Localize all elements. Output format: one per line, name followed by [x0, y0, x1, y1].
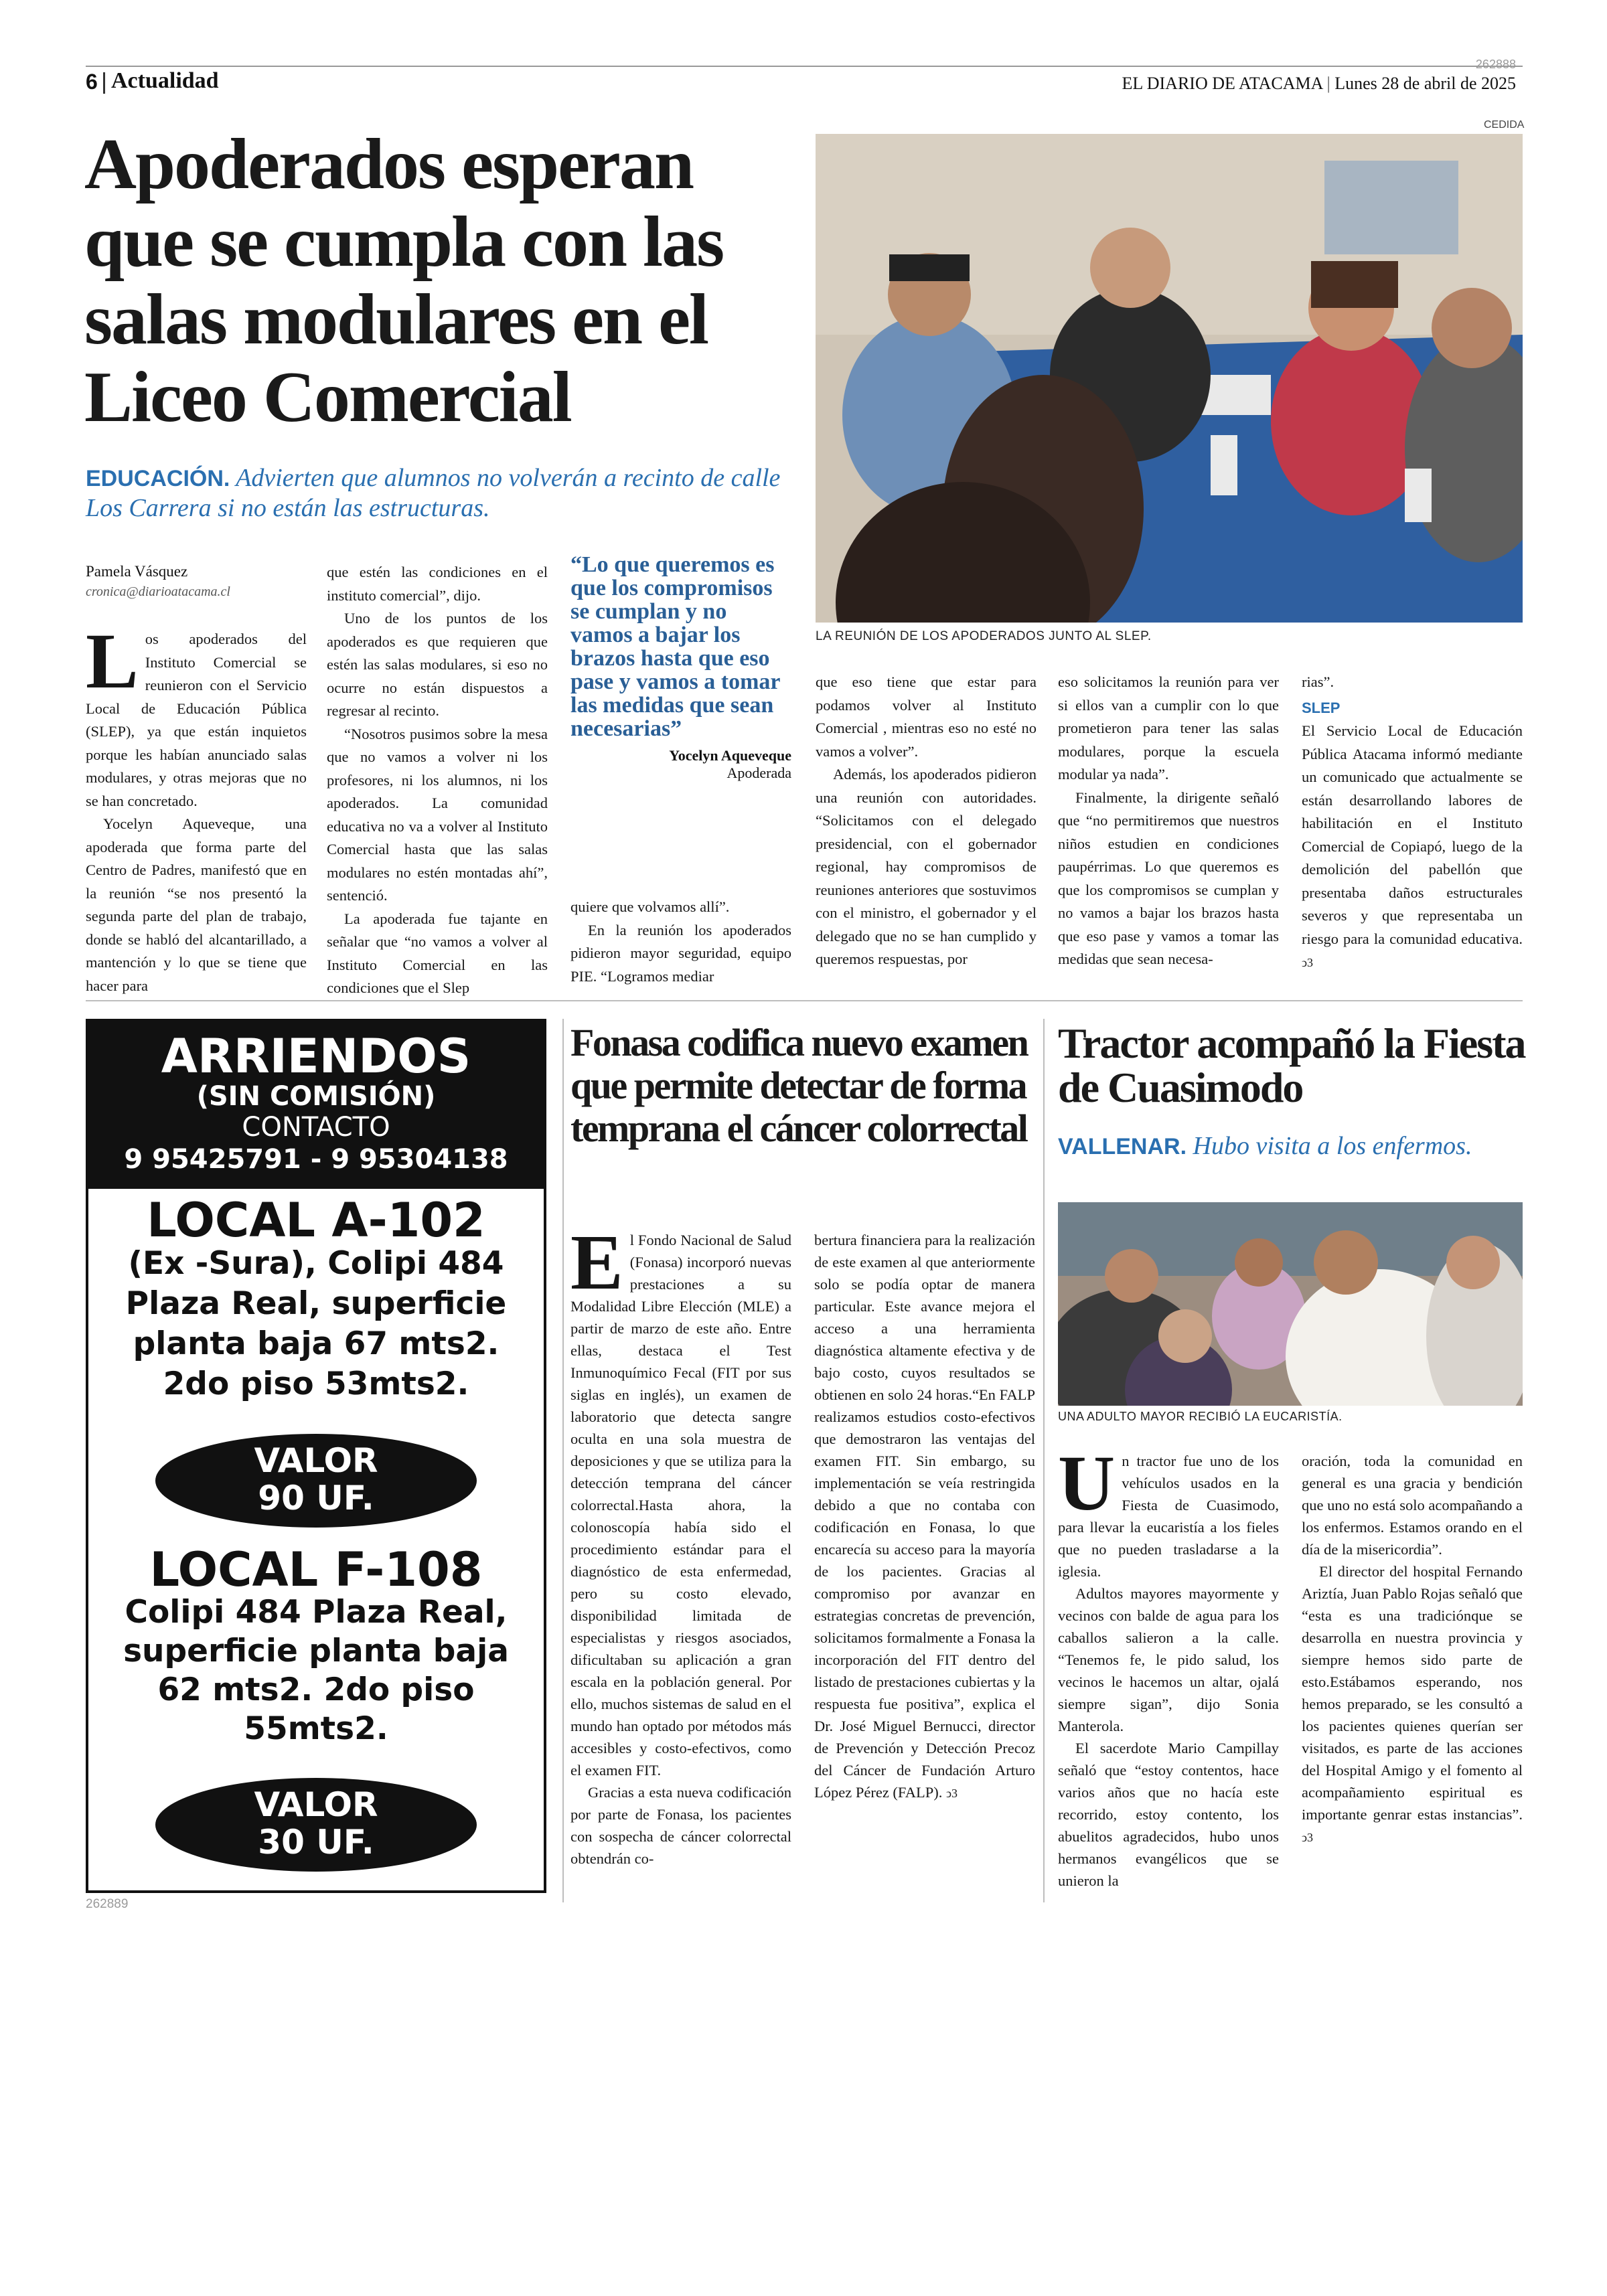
price1-label: VALOR — [254, 1441, 378, 1480]
tractor-c2-p2: El director del hospital Fernando Ariztía, Juan Pablo Rojas señaló que “esta es una tradiciónque se desarrolla en nuestra provincia y siempre hemos sido parte de esto.Estábamos esperando, nos hemos preparado, se les consultó a los pacientes quienes querían ser visitados, es parte de las acciones del Hospital Amigo y el fomento al acompañamiento espiritual es importante genrar estas instancias”. — [1302, 1563, 1523, 1823]
main-col1-p1: os apoderados del Instituto Comercial se reunieron con el Servicio Local de Educación Pública (SLEP), ya que están inquietos porque les habían anunciado salas modulares, y otras mejoras que no se han concretado. — [86, 631, 307, 809]
fonasa-column-2 — [814, 1229, 1035, 1805]
tractor-end-mark-icon: ↄ3 — [1302, 1831, 1313, 1844]
tractor-photo-caption: UNA ADULTO MAYOR RECIBIÓ LA EUCARISTÍA. — [1058, 1410, 1343, 1423]
pull-quote-text: “Lo que queremos es que los compromisos se cumplan y no vamos a bajar los brazos hasta que eso pase y vamos a tomar las medidas que sean necesarias” — [570, 552, 780, 741]
ad-phones[interactable]: 9 95425791 - 9 95304138 — [124, 1144, 508, 1175]
tractor-column-2 — [1302, 1450, 1523, 1849]
price2-label: VALOR — [254, 1785, 378, 1824]
ad-subtitle: (SIN COMISIÓN) — [196, 1081, 436, 1112]
eucharist-photo-illustration — [1058, 1202, 1523, 1406]
newspaper-name: EL DIARIO DE ATACAMA — [1122, 74, 1323, 93]
main-col2-p4: La apoderada fue tajante en señalar que “no vamos a volver al Instituto Comercial en las condiciones que el Slep — [327, 910, 548, 996]
header-divider — [103, 72, 105, 94]
tractor-column-1 — [1058, 1439, 1279, 1892]
meeting-photo — [816, 134, 1523, 623]
local1-title: LOCAL A-102 — [147, 1193, 485, 1248]
ad-local-1 — [88, 1193, 544, 1404]
fonasa-c1-p1: l Fondo Nacional de Salud (Fonasa) incorporó nuevas prestaciones a su Modalidad Libre Elección (MLE) a partir de marzo de este año. Entre ellas, destaca el Test Inmunoquímico Fecal (FIT por sus siglas en inglés), un examen de laboratorio que detecta sangre oculta en una sola muestra de deposiciones y que se utiliza para la detección temprana del cáncer colorrectal.Hasta ahora, la colonoscopía había sido el procedimiento estándar para el diagnóstico de esta enfermedad, pero su costo elevado, disponibilidad limitada de especialistas y riesgos asociados, dificultaban su aplicación a gran escala en la población general. Por ello, muchos sistemas de salud en el mundo han optado por métodos más accesibles y costo-efectivos, como el examen FIT. — [570, 1232, 791, 1779]
main-subhead-text: Advierten que alumnos no volverán a recinto de calle Los Carrera si no están las estructuras. — [86, 464, 781, 522]
tractor-c1-p1: n tractor fue uno de los vehículos usados en la Fiesta de Cuasimodo, para llevar la eucaristía a los fieles que no pueden trasladarse a la iglesia. — [1058, 1453, 1279, 1580]
byline — [86, 561, 307, 601]
local1-line1: (Ex -Sura), Colipi 484 — [128, 1245, 504, 1282]
main-col2-p1: que estén las condiciones en el instituto comercial”, dijo. — [327, 564, 548, 604]
fonasa-headline: Fonasa codifica nuevo examen que permite detectar de forma temprana el cáncer colorrectal — [570, 1021, 1028, 1150]
ad-header — [88, 1021, 544, 1189]
local1-line4: 2do piso 53mts2. — [163, 1366, 469, 1402]
pull-quote — [570, 553, 791, 782]
tractor-c1-p2: Adultos mayores mayormente y vecinos con balde de agua para los caballos salieron a la calle. “Tenemos fe, le pido salud, los vecinos le hacemos un altar, ojalá siempre sigan”, dijo Sonia Manterola. — [1058, 1585, 1279, 1734]
ad-code-top: 262888 — [1475, 58, 1516, 71]
price1-amount: 90 UF. — [258, 1479, 374, 1518]
pull-quote-name: Yocelyn Aqueveque — [669, 747, 791, 764]
tractor-c1-p3: El sacerdote Mario Campillay señaló que “estoy contentos, hace varios años que no hacía este recorrido, estoy contento, los abuelitos agradecidos, hubo unos hermanos evangélicos que se unieron la — [1058, 1740, 1279, 1889]
slep-subheading: SLEP — [1302, 699, 1341, 716]
pull-quote-role: Apoderada — [726, 764, 791, 781]
tractor-subhead — [1058, 1131, 1527, 1161]
drop-cap: L — [86, 617, 139, 705]
main-col5-p1: eso solicitamos la reunión para ver si ellos van a cumplir con lo que prometieron para tener las salas modulares, porque la escuela modular ya nada”. — [1058, 673, 1279, 783]
ad-local-2 — [88, 1542, 544, 1748]
price-badge-1 — [155, 1434, 477, 1528]
main-column-4 — [816, 671, 1037, 971]
column-rule-2 — [1043, 1019, 1045, 1902]
local2-line2: superficie planta baja — [123, 1633, 509, 1669]
tractor-drop-cap: U — [1058, 1439, 1116, 1527]
main-col3-p1: quiere que volvamos allí”. — [570, 898, 730, 915]
classified-ad — [86, 1019, 546, 1893]
local2-line4: 55mts2. — [244, 1710, 388, 1747]
fonasa-c2-p1: bertura financiera para la realización de este examen al que anteriormente solo se podía optar de manera particular. Este avance mejora el acceso a una herramienta diagnóstica altamente efectiva y de bajo costo, cuyos resultados se obtienen en solo 24 horas.“En FALP realizamos estudios costo-efectivos que demostraron las ventajas del examen FIT. Sin embargo, su implementación se veía restringida debido a que no contaba con codificación en Fonasa, lo que encarecía su acceso para la mayoría de los pacientes. Gracias al compromiso por avanzar en estrategias concretas de prevención, solicitamos formalmente a Fonasa la incorporación del FIT dentro del listado de prestaciones cubiertas y la respuesta fue positiva”, explica el Dr. José Miguel Bernucci, director de Prevención y Detección Precoz del Cáncer de Fundación Arturo López Pérez (FALP). — [814, 1232, 1035, 1801]
price-badge-2 — [155, 1778, 477, 1872]
main-column-3 — [570, 896, 791, 988]
fonasa-drop-cap: E — [570, 1218, 623, 1306]
tractor-kicker: VALLENAR. — [1058, 1134, 1187, 1159]
main-col2-p2: Uno de los puntos de los apoderados es que requieren que estén las salas modulares, si eso no ocurre no están dispuestos a regresar al recinto. — [327, 610, 548, 719]
ad-code: 262889 — [86, 1897, 129, 1911]
main-column-1 — [86, 617, 307, 997]
local1-line3: planta baja 67 mts2. — [133, 1325, 500, 1362]
column-rule-1 — [562, 1019, 564, 1902]
local2-line1: Colipi 484 Plaza Real, — [125, 1594, 508, 1631]
main-kicker: EDUCACIÓN. — [86, 466, 230, 491]
main-col4-p1: que eso tiene que estar para podamos volver al Instituto Comercial , mientras eso no esté no vamos a volver”. — [816, 673, 1037, 760]
local2-line3: 62 mts2. 2do piso — [157, 1671, 475, 1708]
eucharist-photo — [1058, 1202, 1523, 1406]
fonasa-column-1 — [570, 1218, 791, 1870]
main-headline: Apoderados esperan que se cumpla con las salas modulares en el Liceo Comercial — [84, 125, 724, 437]
page-number: 6 — [86, 70, 98, 94]
main-column-6 — [1302, 671, 1523, 975]
header-right: EL DIARIO DE ATACAMA | Lunes 28 de abril de 2025 — [1122, 74, 1516, 93]
main-column-2 — [327, 561, 548, 1000]
main-col6-p1: rias”. — [1302, 673, 1334, 690]
main-col4-p2: Además, los apoderados pidieron una reunión con autoridades. “Solicitamos con el delegado presidencial, con el gobernador regional, hay compromisos de reuniones anteriores que sostuvimos con el ministro, el gobernador y el delegado que no se han cumplido y queremos respuestas, por — [816, 766, 1037, 967]
page-header — [86, 58, 1523, 99]
end-mark-icon: ↄ3 — [1302, 956, 1313, 969]
tractor-c2-p1: oración, toda la comunidad en general es una gracia y bendición que uno no está solo acompañando a los enfermos. Estamos orando en el día de la misericordia”. — [1302, 1453, 1523, 1558]
main-column-5 — [1058, 671, 1279, 971]
issue-date: Lunes 28 de abril de 2025 — [1334, 74, 1516, 93]
main-col1-p2: Yocelyn Aqueveque, una apoderada que forma parte del Centro de Padres, manifestó que en la reunión “se nos presentó la segunda parte del plan de trabajo, donde se habló del alcantarillado, a mantención y lo que se tiene que hacer para — [86, 815, 307, 994]
author-email[interactable]: cronica@diarioatacama.cl — [86, 584, 230, 599]
author-name: Pamela Vásquez — [86, 563, 188, 580]
price2-amount: 30 UF. — [258, 1823, 374, 1862]
local2-title: LOCAL F-108 — [149, 1542, 483, 1597]
fonasa-end-mark-icon: ↄ3 — [946, 1787, 958, 1800]
main-col2-p3: “Nosotros pusimos sobre la mesa que no vamos a volver ni los profesores, ni los alumnos, ni los apoderados. La comunidad educativa no va a volver al Instituto Comercial hasta que las salas modulares no estén montadas ahí”, sentenció. — [327, 725, 548, 904]
section-name: Actualidad — [111, 68, 219, 93]
ad-contact-label: CONTACTO — [242, 1112, 390, 1143]
main-col6-p2: El Servicio Local de Educación Pública Atacama informó mediante un comunicado que actualmente se están desarrollando labores de habilitación en el Instituto Comercial de Copiapó, luego de la demolición del pabellón que presentaba daños estructurales severos y que representaba un riesgo para la comunidad educativa. — [1302, 722, 1523, 947]
fonasa-c1-p2: Gracias a esta nueva codificación por parte de Fonasa, los pacientes con sospecha de cáncer colorrectal obtendrán co- — [570, 1784, 791, 1867]
tractor-subhead-text: Hubo visita a los enfermos. — [1193, 1132, 1472, 1160]
local1-line2: Plaza Real, superficie — [125, 1285, 507, 1322]
main-col5-p2: Finalmente, la dirigente señaló que “no permitiremos que nuestros niños estudien en condiciones paupérrimas. Lo que queremos es que los compromisos se cumplan y no vamos a bajar los brazos hasta que eso pase y vamos a tomar las medidas que sean necesa- — [1058, 789, 1279, 967]
main-subhead — [86, 463, 809, 523]
ad-title: ARRIENDOS — [161, 1029, 471, 1084]
photo-credit: CEDIDA — [1484, 119, 1525, 131]
tractor-headline: Tractor acompañó la Fiesta de Cuasimodo — [1058, 1019, 1525, 1111]
main-col3-p2: En la reunión los apoderados pidieron mayor seguridad, equipo PIE. “Logramos mediar — [570, 921, 791, 985]
section-divider — [86, 1000, 1523, 1001]
main-photo-caption: LA REUNIÓN DE LOS APODERADOS JUNTO AL SLEP. — [816, 629, 1152, 643]
meeting-photo-illustration — [816, 134, 1523, 623]
